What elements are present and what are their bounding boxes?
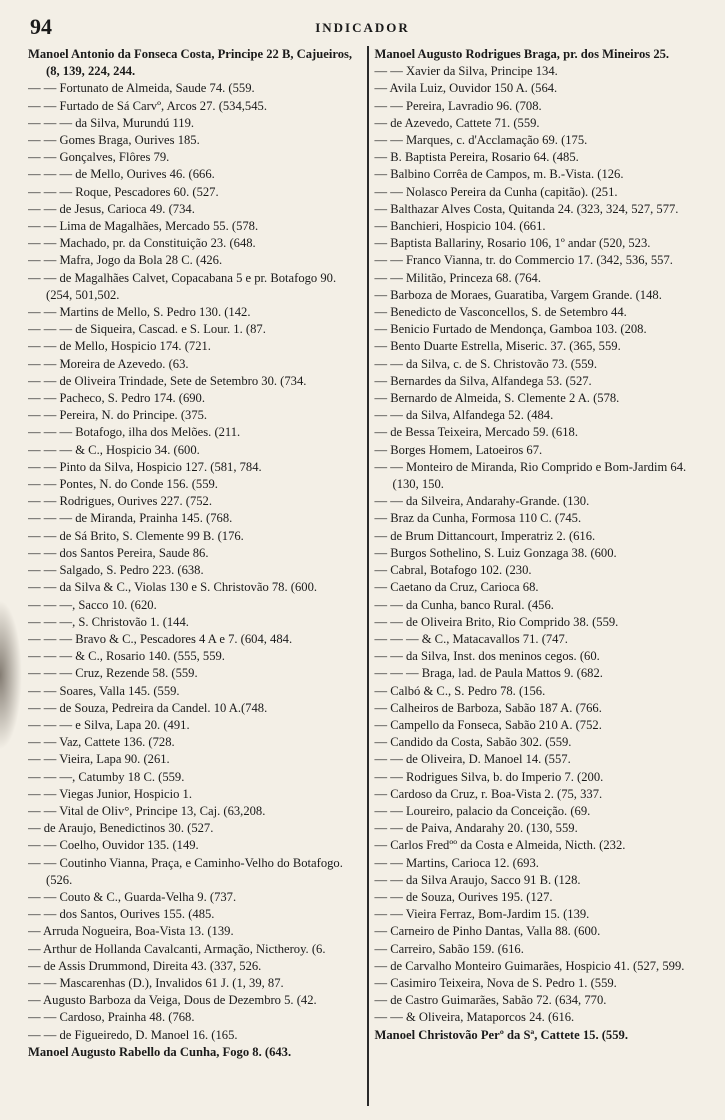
directory-entry: — — de Oliveira Brito, Rio Comprido 38. (559. [374, 614, 619, 629]
directory-entry: — — Vieira, Lapa 90. (261. [28, 752, 170, 767]
directory-entry: — Carlos Fredºº da Costa e Almeida, Nicth. (232. [374, 838, 626, 853]
directory-entry: — Balbino Corrêa de Campos, m. B.-Vista. (126. [374, 167, 624, 182]
directory-entry: Manoel Augusto Rabello da Cunha, Fogo 8. (643. [28, 1044, 292, 1059]
directory-entry: — Augusto Barboza da Veiga, Dous de Dezembro 5. (42. [28, 993, 317, 1008]
directory-entry: — — Couto & C., Guarda-Velha 9. (737. [28, 889, 237, 904]
directory-entry: — — da Silva Araujo, Sacco 91 B. (128. [374, 872, 581, 887]
directory-entry: — — dos Santos, Ourives 155. (485. [28, 907, 215, 922]
directory-entry: — Burgos Sothelino, S. Luiz Gonzaga 38. (600. [374, 545, 617, 560]
directory-entry: — de Carvalho Monteiro Guimarães, Hospicio 41. (527, 599. [374, 958, 685, 973]
directory-entry: — — de Souza, Ourives 195. (127. [374, 889, 553, 904]
page-number: 94 [30, 14, 52, 39]
directory-entry: — — de Sá Brito, S. Clemente 99 B. (176. [28, 528, 244, 543]
directory-entry: — — da Silva, Alfandega 52. (484. [374, 408, 554, 423]
directory-entry: — — — Botafogo, ilha dos Melões. (211. [28, 425, 241, 440]
running-head: INDICADOR [315, 20, 410, 35]
directory-entry: — Bernardes da Silva, Alfandega 53. (527. [374, 373, 592, 388]
directory-entry: — — de Jesus, Carioca 49. (734. [28, 201, 195, 216]
directory-entry: — Barboza de Moraes, Guaratiba, Vargem Grande. (148. [374, 287, 662, 302]
right-column [369, 46, 708, 1106]
directory-entry: — de Castro Guimarães, Sabão 72. (634, 770. [374, 993, 607, 1008]
directory-entry: — Arruda Nogueira, Boa-Vista 13. (139. [28, 924, 234, 939]
directory-entry: — — Xavier da Silva, Principe 134. [374, 64, 558, 79]
directory-entry: — de Azevedo, Cattete 71. (559. [374, 115, 540, 130]
directory-entry: — — Furtado de Sá Carvº, Arcos 27. (534,545. [28, 98, 267, 113]
directory-entry: — — Pacheco, S. Pedro 174. (690. [28, 391, 205, 406]
directory-entry: — Campello da Fonseca, Sabão 210 A. (752. [374, 717, 602, 732]
directory-entry: — — — de Mello, Ourives 46. (666. [28, 167, 215, 182]
directory-entry: — — Gonçalves, Flôres 79. [28, 150, 170, 165]
directory-entry: — — — & C., Rosario 140. (555, 559. [28, 649, 225, 664]
directory-entry: — Casimiro Teixeira, Nova de S. Pedro 1. (559. [374, 975, 617, 990]
directory-entry: — — da Silveira, Andarahy-Grande. (130. [374, 494, 590, 509]
directory-entry: — — — & C., Hospicio 34. (600. [28, 442, 200, 457]
directory-entry: — de Brum Dittancourt, Imperatriz 2. (616. [374, 528, 596, 543]
directory-entry: — — —, S. Christovão 1. (144. [28, 614, 189, 629]
directory-entry: — Benicio Furtado de Mendonça, Gamboa 103. (208. [374, 322, 647, 337]
directory-entry: — Cardoso da Cruz, r. Boa-Vista 2. (75, 337. [374, 786, 603, 801]
directory-entry: — — Martins de Mello, S. Pedro 130. (142. [28, 305, 251, 320]
directory-entry: Manoel Antonio da Fonseca Costa, Principe 22 B, Cajueiros, (8, 139, 224, 244. [28, 47, 353, 79]
directory-entry: — Calbó & C., S. Pedro 78. (156. [374, 683, 546, 698]
directory-entry: — — Pereira, Lavradio 96. (708. [374, 98, 542, 113]
directory-entry: — Borges Homem, Latoeiros 67. [374, 442, 543, 457]
directory-entry: — — — e Silva, Lapa 20. (491. [28, 717, 190, 732]
directory-entry: — — Coelho, Ouvidor 135. (149. [28, 838, 199, 853]
directory-entry: — — Moreira de Azevedo. (63. [28, 356, 189, 371]
directory-entry: — — Cardoso, Prainha 48. (768. [28, 1010, 195, 1025]
left-column [28, 46, 367, 1106]
directory-entry: — — Pereira, N. do Principe. (375. [28, 408, 208, 423]
directory-entry: — — da Cunha, banco Rural. (456. [374, 597, 554, 612]
directory-entry: Manoel Augusto Rodrigues Braga, pr. dos Mineiros 25. [374, 47, 670, 61]
directory-columns [28, 46, 707, 1106]
directory-entry: — — dos Santos Pereira, Saude 86. [28, 545, 209, 560]
directory-entry: — — Salgado, S. Pedro 223. (638. [28, 563, 204, 578]
directory-entry: — Candido da Costa, Sabão 302. (559. [374, 735, 572, 750]
directory-entry: — Avila Luiz, Ouvidor 150 A. (564. [374, 81, 558, 96]
directory-entry: — — & Oliveira, Mataporcos 24. (616. [374, 1010, 575, 1025]
directory-entry: — — — & C., Matacavallos 71. (747. [374, 631, 568, 646]
directory-entry: — B. Baptista Pereira, Rosario 64. (485. [374, 150, 579, 165]
directory-entry: — Caetano da Cruz, Carioca 68. [374, 580, 539, 595]
directory-entry: — — Soares, Valla 145. (559. [28, 683, 180, 698]
directory-entry: — — Fortunato de Almeida, Saude 74. (559. [28, 81, 255, 96]
directory-entry: — — de Oliveira Trindade, Sete de Setembro 30. (734. [28, 373, 307, 388]
page-header [22, 14, 703, 40]
directory-entry: — — Vaz, Cattete 136. (728. [28, 735, 175, 750]
directory-entry: — — de Mello, Hospicio 174. (721. [28, 339, 211, 354]
directory-entry: — Cabral, Botafogo 102. (230. [374, 563, 532, 578]
directory-entry: — — Viegas Junior, Hospicio 1. [28, 786, 192, 801]
directory-entry: — — — Bravo & C., Pescadores 4 A e 7. (604, 484. [28, 631, 293, 646]
directory-entry: — — Mascarenhas (D.), Invalidos 61 J. (1, 39, 87. [28, 975, 284, 990]
directory-entry: — Baptista Ballariny, Rosario 106, 1º andar (520, 523. [374, 236, 651, 251]
directory-entry: — — da Silva & C., Violas 130 e S. Christovão 78. (600. [28, 580, 318, 595]
directory-entry: — — da Silva, c. de S. Christovão 73. (559. [374, 356, 597, 371]
directory-entry: — de Bessa Teixeira, Mercado 59. (618. [374, 425, 578, 440]
directory-entry: — — Gomes Braga, Ourives 185. [28, 133, 200, 148]
directory-entry: — Benedicto de Vasconcellos, S. de Setembro 44. [374, 305, 627, 320]
directory-entry: — — — de Siqueira, Cascad. e S. Lour. 1. (87. [28, 322, 266, 337]
directory-entry: — Bento Duarte Estrella, Miseric. 37. (365, 559. [374, 339, 621, 354]
directory-entry: — Calheiros de Barboza, Sabão 187 A. (766. [374, 700, 602, 715]
directory-entry: — — de Paiva, Andarahy 20. (130, 559. [374, 821, 578, 836]
directory-entry: — — Vieira Ferraz, Bom-Jardim 15. (139. [374, 907, 590, 922]
directory-entry: — Bernardo de Almeida, S. Clemente 2 A. (578. [374, 391, 620, 406]
directory-entry: — Carneiro de Pinho Dantas, Valla 88. (600. [374, 924, 601, 939]
directory-entry: — — Nolasco Pereira da Cunha (capitão). (251. [374, 184, 618, 199]
directory-entry: — de Assis Drummond, Direita 43. (337, 526. [28, 958, 262, 973]
directory-entry: — — — de Miranda, Prainha 145. (768. [28, 511, 233, 526]
directory-entry: — — Pontes, N. do Conde 156. (559. [28, 477, 218, 492]
directory-entry: — de Araujo, Benedictinos 30. (527. [28, 821, 214, 836]
directory-entry: — Braz da Cunha, Formosa 110 C. (745. [374, 511, 582, 526]
directory-entry: — — Mafra, Jogo da Bola 28 C. (426. [28, 253, 223, 268]
directory-entry: — Carreiro, Sabão 159. (616. [374, 941, 524, 956]
directory-entry: — — — Cruz, Rezende 58. (559. [28, 666, 198, 681]
directory-entry: — — Franco Vianna, tr. do Commercio 17. (342, 536, 557. [374, 253, 673, 268]
directory-entry: — — — da Silva, Murundú 119. [28, 115, 195, 130]
directory-entry: — Balthazar Alves Costa, Quitanda 24. (323, 324, 527, 577. [374, 201, 679, 216]
directory-entry: — — —, Sacco 10. (620. [28, 597, 157, 612]
directory-entry: — Arthur de Hollanda Cavalcanti, Armação, Nictheroy. (6. [28, 941, 326, 956]
directory-entry: — — Militão, Princeza 68. (764. [374, 270, 541, 285]
directory-entry: — — — Roque, Pescadores 60. (527. [28, 184, 219, 199]
directory-entry: — — Marques, c. d'Acclamação 69. (175. [374, 133, 588, 148]
directory-entry: — — de Souza, Pedreira da Candel. 10 A.(748. [28, 700, 268, 715]
directory-entry: — — Lima de Magalhães, Mercado 55. (578. [28, 219, 259, 234]
directory-entry: — — Loureiro, palacio da Conceição. (69. [374, 803, 591, 818]
directory-entry: — — de Figueiredo, D. Manoel 16. (165. [28, 1027, 238, 1042]
directory-entry: — — de Oliveira, D. Manoel 14. (557. [374, 752, 571, 767]
directory-entry: — — Martins, Carioca 12. (693. [374, 855, 539, 870]
directory-entry: — — Pinto da Silva, Hospicio 127. (581, 784. [28, 459, 262, 474]
directory-entry: — — Coutinho Vianna, Praça, e Caminho-Velho do Botafogo. (526. [28, 855, 343, 887]
directory-entry: — — da Silva, Inst. dos meninos cegos. (60. [374, 649, 600, 664]
directory-entry: — — Rodrigues Silva, b. do Imperio 7. (200. [374, 769, 604, 784]
binding-shadow [0, 600, 22, 750]
directory-entry: — — — Braga, lad. de Paula Mattos 9. (682. [374, 666, 603, 681]
directory-entry: — — Rodrigues, Ourives 227. (752. [28, 494, 212, 509]
directory-entry: — — de Magalhães Calvet, Copacabana 5 e pr. Botafogo 90. (254, 501,502. [28, 270, 337, 302]
directory-entry: — Banchieri, Hospicio 104. (661. [374, 219, 546, 234]
directory-entry: Manoel Christovão Perº da Sª, Cattete 15. (559. [374, 1027, 628, 1042]
directory-entry: — — Monteiro de Miranda, Rio Comprido e Bom-Jardim 64. (130, 150. [374, 459, 687, 492]
directory-entry: — — —, Catumby 18 C. (559. [28, 769, 185, 784]
directory-entry: — — Vital de Oliv°, Principe 13, Caj. (63,208. [28, 803, 266, 818]
directory-entry: — — Machado, pr. da Constituição 23. (648. [28, 236, 256, 251]
